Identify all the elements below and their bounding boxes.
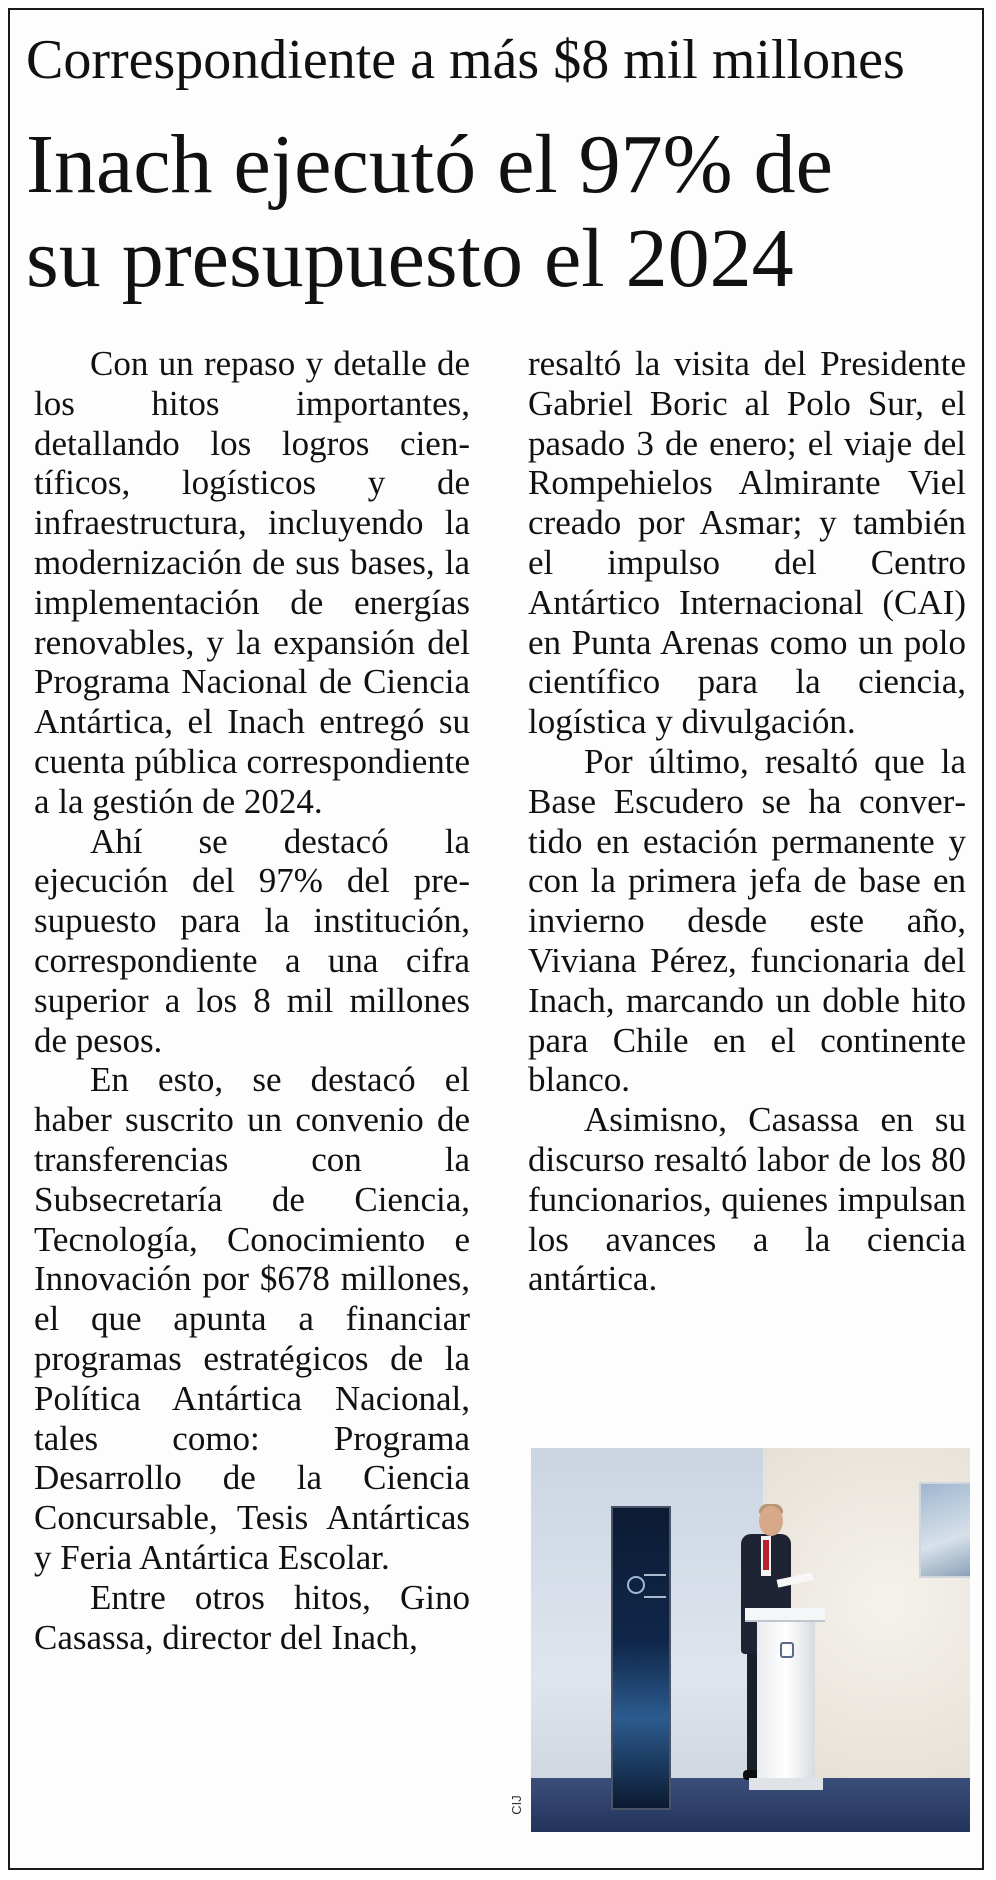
photo-banner — [613, 1508, 669, 1808]
photo-speaker-head — [759, 1506, 783, 1536]
article-column-right — [528, 344, 966, 1299]
photo-podium-top — [745, 1608, 825, 1622]
article-kicker: Correspondiente a más $8 mil millones — [26, 29, 905, 91]
photo-podium-base — [749, 1778, 823, 1790]
photo-wall-picture — [919, 1482, 970, 1578]
paragraph: Con un repaso y detalle de los hitos importantes, detallando los logros científicos, logísticos y de infraestructura, incluyendo la modernización de sus bases, la implementación de energías renovables, y la expansión del Programa Nacional de Ciencia Antártica, el Inach entregó su cuenta pública correspondiente a la gestión de 2024. — [34, 344, 470, 821]
banner-logo-icon — [627, 1576, 645, 1594]
article-column-left — [34, 344, 470, 1657]
banner-text-mark — [644, 1574, 666, 1598]
article-photo — [531, 1448, 970, 1832]
photo-speaker-tie — [763, 1540, 769, 1570]
paragraph: Entre otros hitos, Gino Casassa, director del Inach, — [34, 1577, 470, 1657]
paragraph: Asimisno, Casassa en su discurso resaltó labor de los 80 funcionarios, quienes impulsan los avances a la ciencia antártica. — [528, 1100, 966, 1299]
paragraph-continued: resaltó la visita del Presidente Gabriel Boric al Polo Sur, el pasado 3 de enero; el viaje del Rompehielos Almirante Viel creado por Asmar; y también el impulso del Centro Antártico Internacional (CAI) en Punta Arenas como un polo científico para la ciencia, logística y divulgación. — [528, 344, 966, 742]
headline-line-1: Inach ejecutó el 97% de — [26, 118, 833, 211]
headline-line-2: su presupuesto el 2024 — [26, 212, 794, 305]
photo-credit: CIJ — [509, 1795, 524, 1815]
paragraph: Ahí se destacó la ejecución del 97% del presupuesto para la institución, correspondiente a una cifra superior a los 8 mil millones de pesos. — [34, 821, 470, 1060]
article-headline — [26, 118, 976, 306]
podium-logo-icon — [780, 1642, 794, 1658]
paragraph: Por último, resaltó que la Base Escudero se ha convertido en estación permanente y con la primera jefa de base en invierno desde este año, Viviana Pérez, funcionaria del Inach, marcando un doble hito para Chile en el continente blanco. — [528, 741, 966, 1100]
paragraph: En esto, se destacó el haber suscrito un convenio de transferencias con la Subsecretaría de Ciencia, Tecnología, Conocimiento e Innovación por $678 millones, el que apunta a financiar programas estratégicos de la Política Antártica Nacional, tales como: Programa Desarrollo de la Ciencia Concursable, Tesis Antárticas y Feria Antártica Escolar. — [34, 1060, 470, 1577]
